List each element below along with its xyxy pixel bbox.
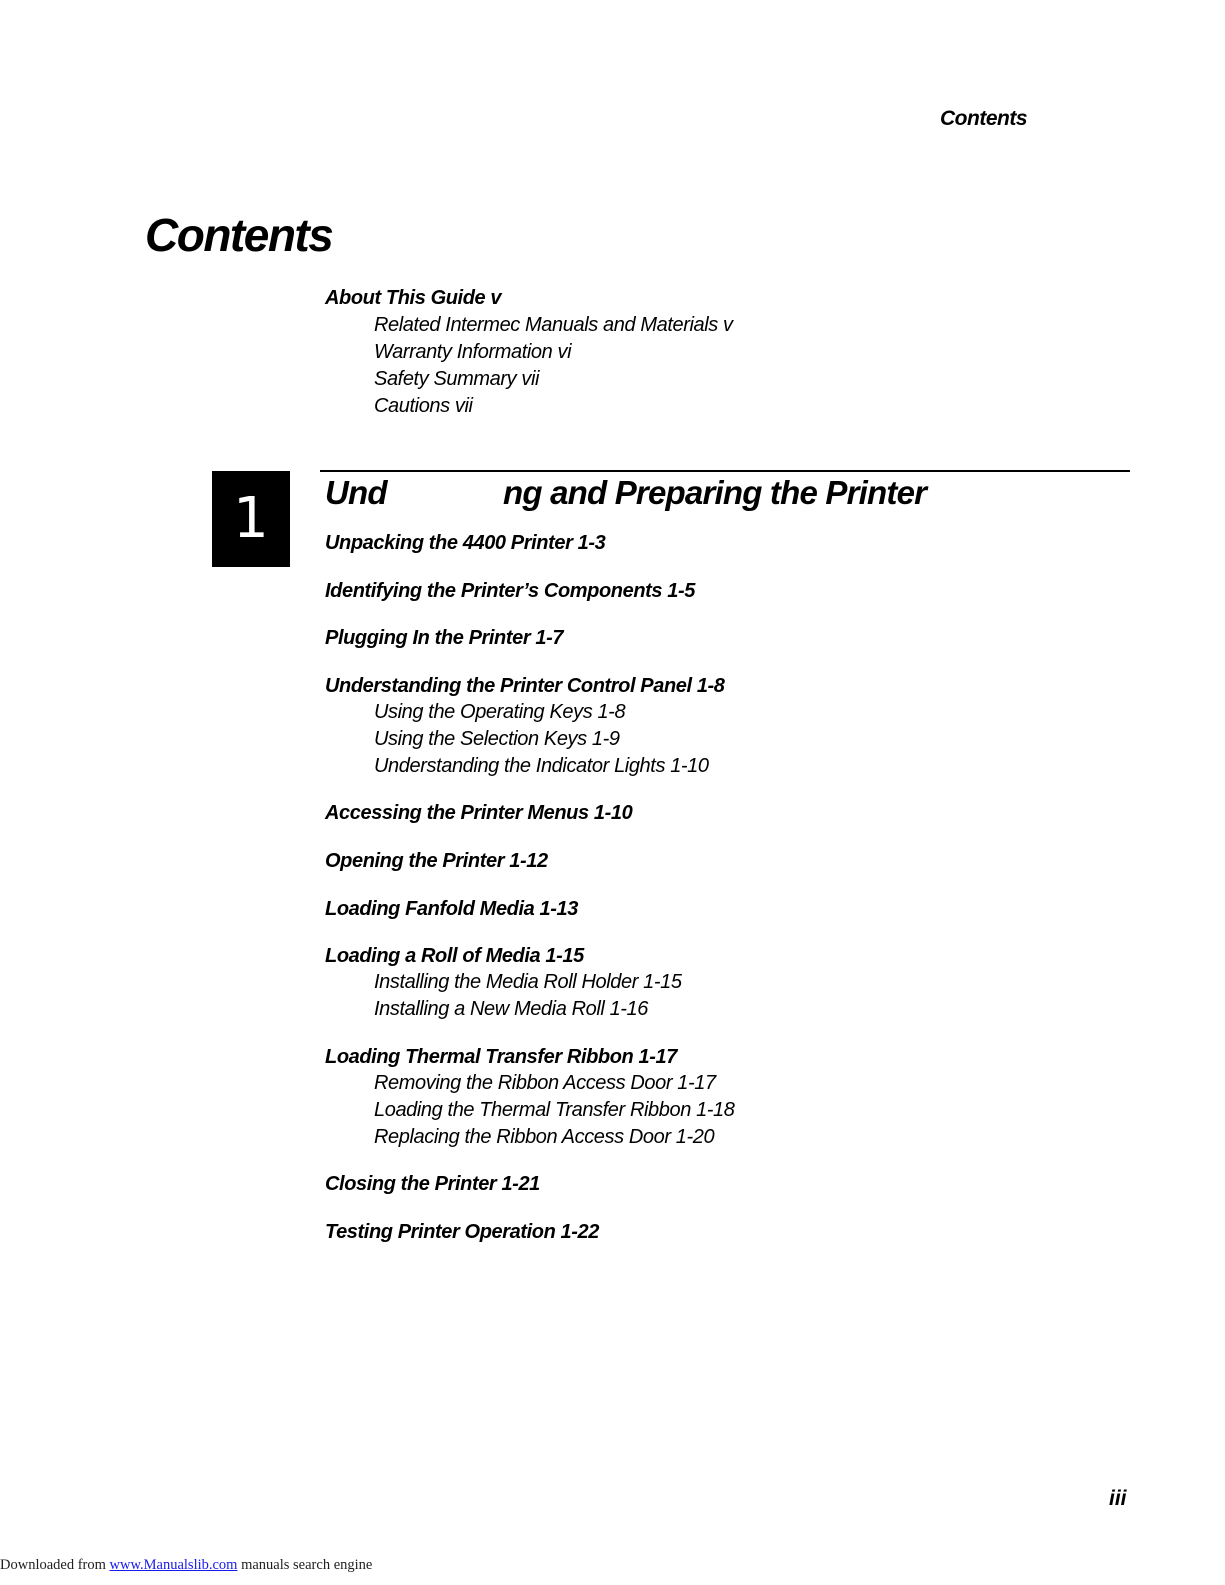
- toc-entry[interactable]: Accessing the Printer Menus 1-10: [325, 802, 633, 824]
- toc-subentry[interactable]: Understanding the Indicator Lights 1-10: [374, 755, 709, 777]
- toc-entry[interactable]: Opening the Printer 1-12: [325, 850, 548, 872]
- toc-entry[interactable]: Identifying the Printer’s Components 1-5: [325, 580, 695, 602]
- toc-subentry[interactable]: Using the Selection Keys 1-9: [374, 728, 620, 750]
- chapter-divider: [320, 470, 1130, 472]
- toc-entry-about-this-guide[interactable]: About This Guide v: [325, 287, 502, 309]
- manualslib-link[interactable]: www.Manualslib.com: [109, 1557, 238, 1573]
- toc-entry[interactable]: Testing Printer Operation 1-22: [325, 1221, 599, 1243]
- toc-subentry[interactable]: Safety Summary vii: [374, 368, 540, 390]
- toc-entry[interactable]: Plugging In the Printer 1-7: [325, 627, 564, 649]
- toc-subentry[interactable]: Warranty Information vi: [374, 341, 572, 363]
- chapter-title-start[interactable]: Und: [325, 474, 387, 511]
- footer-suffix: manuals search engine: [237, 1557, 373, 1573]
- toc-entry[interactable]: Loading a Roll of Media 1-15: [325, 945, 584, 967]
- running-header: Contents: [940, 107, 1027, 130]
- toc-subentry[interactable]: Using the Operating Keys 1-8: [374, 701, 626, 723]
- toc-subentry[interactable]: Installing the Media Roll Holder 1-15: [374, 971, 682, 993]
- toc-subentry[interactable]: Loading the Thermal Transfer Ribbon 1-18: [374, 1099, 735, 1121]
- chapter-title-end[interactable]: ng and Preparing the Printer: [503, 474, 927, 511]
- footer-prefix: Downloaded from: [0, 1557, 110, 1573]
- download-footer: [0, 1557, 372, 1574]
- toc-entry[interactable]: Loading Thermal Transfer Ribbon 1-17: [325, 1046, 677, 1068]
- toc-subentry[interactable]: Replacing the Ribbon Access Door 1-20: [374, 1126, 715, 1148]
- page-title: Contents: [145, 209, 333, 261]
- toc-entry[interactable]: Understanding the Printer Control Panel 1-8: [325, 675, 725, 697]
- toc-subentry[interactable]: Removing the Ribbon Access Door 1-17: [374, 1072, 716, 1094]
- toc-entry[interactable]: Closing the Printer 1-21: [325, 1173, 540, 1195]
- toc-entry[interactable]: Unpacking the 4400 Printer 1-3: [325, 532, 606, 554]
- toc-entry[interactable]: Loading Fanfold Media 1-13: [325, 898, 578, 920]
- chapter-number-tab: [212, 471, 290, 567]
- toc-subentry[interactable]: Related Intermec Manuals and Materials v: [374, 314, 733, 336]
- toc-subentry[interactable]: Installing a New Media Roll 1-16: [374, 998, 649, 1020]
- page-number: iii: [1109, 1487, 1127, 1510]
- chapter-number: 1: [233, 486, 269, 551]
- toc-subentry[interactable]: Cautions vii: [374, 395, 473, 417]
